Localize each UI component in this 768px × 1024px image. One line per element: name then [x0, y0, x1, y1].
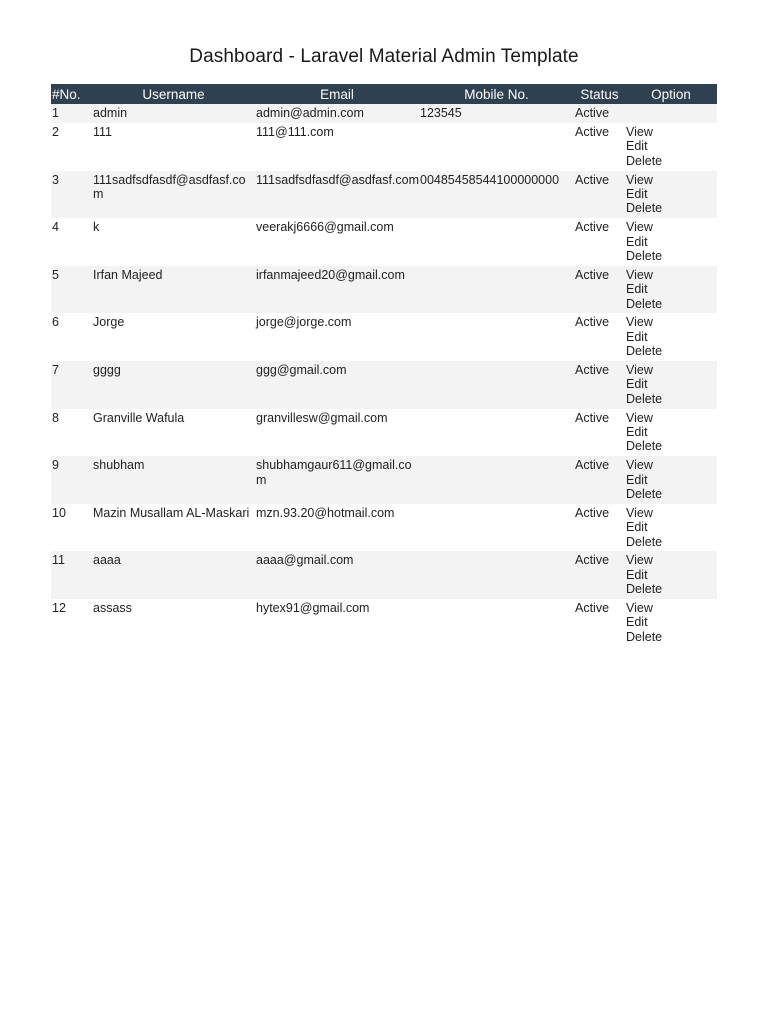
cell-option [625, 361, 717, 409]
cell-username: admin [92, 104, 255, 123]
delete-link[interactable]: Delete [626, 391, 663, 406]
cell-email: veerakj6666@gmail.com [255, 218, 419, 266]
cell-username: gggg [92, 361, 255, 409]
cell-mobile [419, 504, 574, 552]
delete-link[interactable]: Delete [626, 153, 663, 168]
edit-link[interactable]: Edit [626, 615, 648, 630]
header-username: Username [92, 84, 255, 104]
page-title: Dashboard - Laravel Material Admin Template [189, 46, 579, 67]
delete-link[interactable]: Delete [626, 582, 663, 597]
cell-email: granvillesw@gmail.com [255, 409, 419, 457]
cell-no: 11 [51, 551, 92, 599]
header-option: Option [625, 84, 717, 104]
cell-email: irfanmajeed20@gmail.com [255, 266, 419, 314]
delete-link[interactable]: Delete [626, 486, 663, 501]
cell-option [625, 504, 717, 552]
cell-username: Mazin Musallam AL-Maskari [92, 504, 255, 552]
view-link[interactable]: View [626, 410, 653, 425]
view-link[interactable]: View [626, 220, 653, 235]
cell-no: 8 [51, 409, 92, 457]
header-no: #No. [51, 84, 92, 104]
cell-username: k [92, 218, 255, 266]
delete-link[interactable]: Delete [626, 344, 663, 359]
cell-email: mzn.93.20@hotmail.com [255, 504, 419, 552]
view-link[interactable]: View [626, 362, 653, 377]
cell-status: Active [574, 409, 625, 457]
cell-username: assass [92, 599, 255, 647]
cell-status: Active [574, 266, 625, 314]
cell-option [625, 551, 717, 599]
cell-username: Granville Wafula [92, 409, 255, 457]
cell-option [625, 599, 717, 647]
view-link[interactable]: View [626, 125, 653, 139]
edit-link[interactable]: Edit [626, 282, 648, 297]
cell-email: ggg@gmail.com [255, 361, 419, 409]
cell-option [625, 266, 717, 314]
delete-link[interactable]: Delete [626, 439, 663, 454]
cell-mobile [419, 218, 574, 266]
edit-link[interactable]: Edit [626, 567, 648, 582]
cell-no: 9 [51, 456, 92, 504]
cell-email: hytex91@gmail.com [255, 599, 419, 647]
view-link[interactable]: View [626, 172, 653, 187]
view-link[interactable]: View [626, 267, 653, 282]
edit-link[interactable]: Edit [626, 424, 648, 439]
cell-option [625, 409, 717, 457]
header-mobile: Mobile No. [419, 84, 574, 104]
edit-link[interactable]: Edit [626, 377, 648, 392]
cell-no: 7 [51, 361, 92, 409]
cell-email: admin@admin.com [255, 104, 419, 123]
cell-username: shubham [92, 456, 255, 504]
cell-email: 111@111.com [255, 123, 419, 171]
cell-email: 111sadfsdfasdf@asdfasf.com [255, 171, 419, 219]
cell-username: aaaa [92, 551, 255, 599]
cell-mobile [419, 551, 574, 599]
cell-email: shubhamgaur611@gmail.com [255, 456, 419, 504]
cell-status: Active [574, 313, 625, 361]
cell-no: 1 [51, 104, 92, 123]
cell-status: Active [574, 504, 625, 552]
cell-mobile [419, 409, 574, 457]
table-row [51, 313, 717, 361]
users-table [51, 84, 717, 647]
cell-status: Active [574, 104, 625, 123]
table-row [51, 171, 717, 219]
edit-link[interactable]: Edit [626, 187, 648, 201]
edit-link[interactable]: Edit [626, 472, 648, 487]
table-row [51, 551, 717, 599]
table-row [51, 409, 717, 457]
cell-no: 6 [51, 313, 92, 361]
edit-link[interactable]: Edit [626, 329, 648, 344]
table-row [51, 599, 717, 647]
table-header [51, 84, 717, 104]
header-status: Status [574, 84, 625, 104]
table-body [51, 104, 717, 647]
cell-mobile [419, 456, 574, 504]
table-header-row [51, 84, 717, 104]
table-row [51, 104, 717, 123]
cell-mobile [419, 123, 574, 171]
delete-link[interactable]: Delete [626, 296, 663, 311]
cell-username: Irfan Majeed [92, 266, 255, 314]
cell-no: 4 [51, 218, 92, 266]
view-link[interactable]: View [626, 553, 653, 568]
cell-username: 111 [92, 123, 255, 171]
delete-link[interactable]: Delete [626, 201, 663, 216]
cell-option [625, 104, 717, 123]
cell-mobile: 00485458544100000000 [419, 171, 574, 219]
cell-status: Active [574, 361, 625, 409]
table-row [51, 361, 717, 409]
header-email: Email [255, 84, 419, 104]
cell-mobile [419, 266, 574, 314]
cell-no: 3 [51, 171, 92, 219]
cell-status: Active [574, 551, 625, 599]
cell-status: Active [574, 599, 625, 647]
edit-link[interactable]: Edit [626, 520, 648, 535]
table-row [51, 456, 717, 504]
cell-mobile [419, 599, 574, 647]
cell-option [625, 218, 717, 266]
cell-status: Active [574, 171, 625, 219]
delete-link[interactable]: Delete [626, 249, 663, 263]
table-row [51, 123, 717, 171]
cell-mobile [419, 361, 574, 409]
delete-link[interactable]: Delete [626, 534, 663, 549]
cell-mobile: 123545 [419, 104, 574, 123]
cell-mobile [419, 313, 574, 361]
view-link[interactable]: View [626, 505, 653, 520]
cell-option [625, 171, 717, 219]
edit-link[interactable]: Edit [626, 139, 648, 154]
view-link[interactable]: View [626, 458, 653, 473]
view-link[interactable]: View [626, 315, 653, 330]
cell-option [625, 456, 717, 504]
view-link[interactable]: View [626, 600, 653, 615]
table-row [51, 218, 717, 266]
table-row [51, 266, 717, 314]
cell-status: Active [574, 456, 625, 504]
edit-link[interactable]: Edit [626, 234, 648, 249]
table-row [51, 504, 717, 552]
delete-link[interactable]: Delete [626, 629, 663, 644]
cell-no: 12 [51, 599, 92, 647]
cell-option [625, 313, 717, 361]
cell-email: aaaa@gmail.com [255, 551, 419, 599]
cell-status: Active [574, 218, 625, 266]
cell-option [625, 123, 717, 171]
cell-no: 2 [51, 123, 92, 171]
cell-status: Active [574, 123, 625, 171]
cell-username: Jorge [92, 313, 255, 361]
cell-no: 5 [51, 266, 92, 314]
cell-email: jorge@jorge.com [255, 313, 419, 361]
cell-username: 111sadfsdfasdf@asdfasf.com [92, 171, 255, 219]
cell-no: 10 [51, 504, 92, 552]
